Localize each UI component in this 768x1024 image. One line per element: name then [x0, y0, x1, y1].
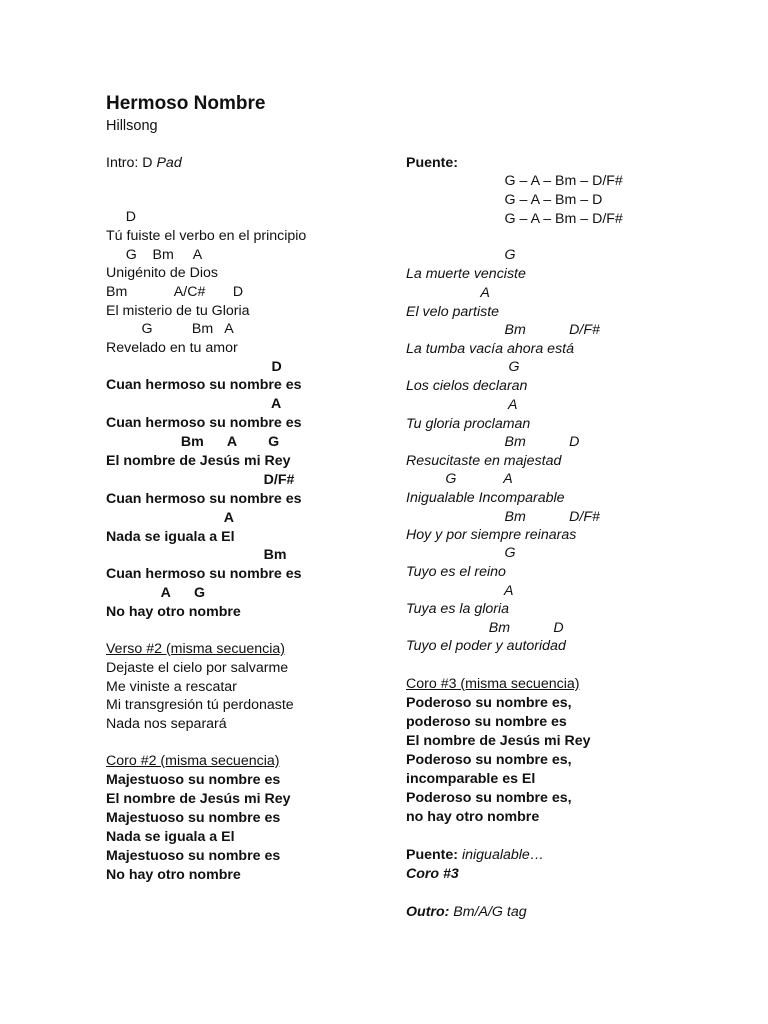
right-line: G	[406, 359, 520, 375]
left-line: Tú fuiste el verbo en el principio	[106, 228, 307, 244]
left-line: D	[106, 209, 136, 225]
left-line: Me viniste a rescatar	[106, 679, 237, 695]
right-line: incomparable es El	[406, 771, 536, 787]
left-line: Bm A G	[106, 434, 280, 450]
left-line: Cuan hermoso su nombre es	[106, 415, 302, 431]
left-line: No hay otro nombre	[106, 867, 241, 883]
left-line: Bm A/C# D	[106, 284, 244, 300]
right-line: Tuyo es el reino	[406, 564, 506, 580]
left-line: D	[106, 359, 282, 375]
left-line: Nada se iguala a El	[106, 829, 235, 845]
right-line: A	[406, 583, 514, 599]
left-line: Unigénito de Dios	[106, 265, 218, 281]
right-line: Bm D/F#	[406, 322, 600, 338]
right-line: El velo partiste	[406, 304, 500, 320]
left-line: Dejaste el cielo por salvarme	[106, 660, 289, 676]
right-line: A	[406, 397, 518, 413]
left-line: El nombre de Jesús mi Rey	[106, 791, 291, 807]
right-line: poderoso su nombre es	[406, 714, 567, 730]
right-line: Bm D	[406, 434, 580, 450]
right-line: G	[406, 545, 516, 561]
right-line: Poderoso su nombre es,	[406, 752, 572, 768]
left-line: Nada nos separará	[106, 716, 227, 732]
left-line: Coro #2 (misma secuencia)	[106, 753, 280, 769]
left-line: Majestuoso su nombre es	[106, 810, 281, 826]
puente-label: Puente:	[406, 847, 459, 863]
left-line: Mi transgresión tú perdonaste	[106, 697, 294, 713]
right-line: Tu gloria proclaman	[406, 416, 531, 432]
right-line: Tuya es la gloria	[406, 601, 510, 617]
right-line: Resucitaste en majestad	[406, 453, 562, 469]
right-line: El nombre de Jesús mi Rey	[406, 733, 591, 749]
right-line: Puente:	[406, 155, 459, 171]
left-line: Cuan hermoso su nombre es	[106, 377, 302, 393]
left-line: No hay otro nombre	[106, 604, 241, 620]
right-line: G – A – Bm – D/F#	[406, 173, 623, 189]
puente-line	[406, 846, 544, 865]
left-line: El nombre de Jesús mi Rey	[106, 453, 291, 469]
right-line: La tumba vacía ahora está	[406, 341, 574, 357]
left-line: Revelado en tu amor	[106, 340, 238, 356]
puente-text: inigualable…	[458, 847, 545, 863]
left-line: Cuan hermoso su nombre es	[106, 566, 302, 582]
right-line: La muerte venciste	[406, 266, 526, 282]
right-line: A	[406, 285, 490, 301]
outro-line	[406, 903, 527, 922]
left-line: Majestuoso su nombre es	[106, 772, 281, 788]
left-line: Intro: D Pad	[106, 155, 182, 171]
left-line: Nada se iguala a El	[106, 529, 235, 545]
left-line: A G	[106, 585, 206, 601]
outro-label: Outro:	[406, 904, 450, 920]
left-line: D/F#	[106, 472, 295, 488]
left-line: A	[106, 510, 234, 526]
right-line: Bm D	[406, 620, 564, 636]
song-title: Hermoso Nombre	[106, 93, 266, 114]
left-line: Cuan hermoso su nombre es	[106, 491, 302, 507]
right-line: Poderoso su nombre es,	[406, 695, 572, 711]
right-line: G – A – Bm – D	[406, 192, 603, 208]
song-artist: Hillsong	[106, 118, 158, 134]
left-line: G Bm A	[106, 321, 234, 337]
right-line: Hoy y por siempre reinaras	[406, 527, 577, 543]
right-line: G – A – Bm – D/F#	[406, 211, 623, 227]
right-line: Tuyo el poder y autoridad	[406, 638, 566, 654]
right-line: Coro #3 (misma secuencia)	[406, 676, 580, 692]
right-line: Coro #3	[406, 866, 459, 882]
right-line: G	[406, 247, 516, 263]
right-line: no hay otro nombre	[406, 809, 540, 825]
outro-text: Bm/A/G tag	[449, 904, 527, 920]
right-line: Poderoso su nombre es,	[406, 790, 572, 806]
left-line: G Bm A	[106, 247, 203, 263]
right-line: Inigualable Incomparable	[406, 490, 565, 506]
left-line: Verso #2 (misma secuencia)	[106, 641, 285, 657]
right-line: Bm D/F#	[406, 509, 600, 525]
left-line: Majestuoso su nombre es	[106, 848, 281, 864]
right-line: G A	[406, 471, 513, 487]
left-line: Bm	[106, 547, 287, 563]
left-line: El misterio de tu Gloria	[106, 303, 250, 319]
left-line: A	[106, 396, 282, 412]
right-line: Los cielos declaran	[406, 378, 528, 394]
